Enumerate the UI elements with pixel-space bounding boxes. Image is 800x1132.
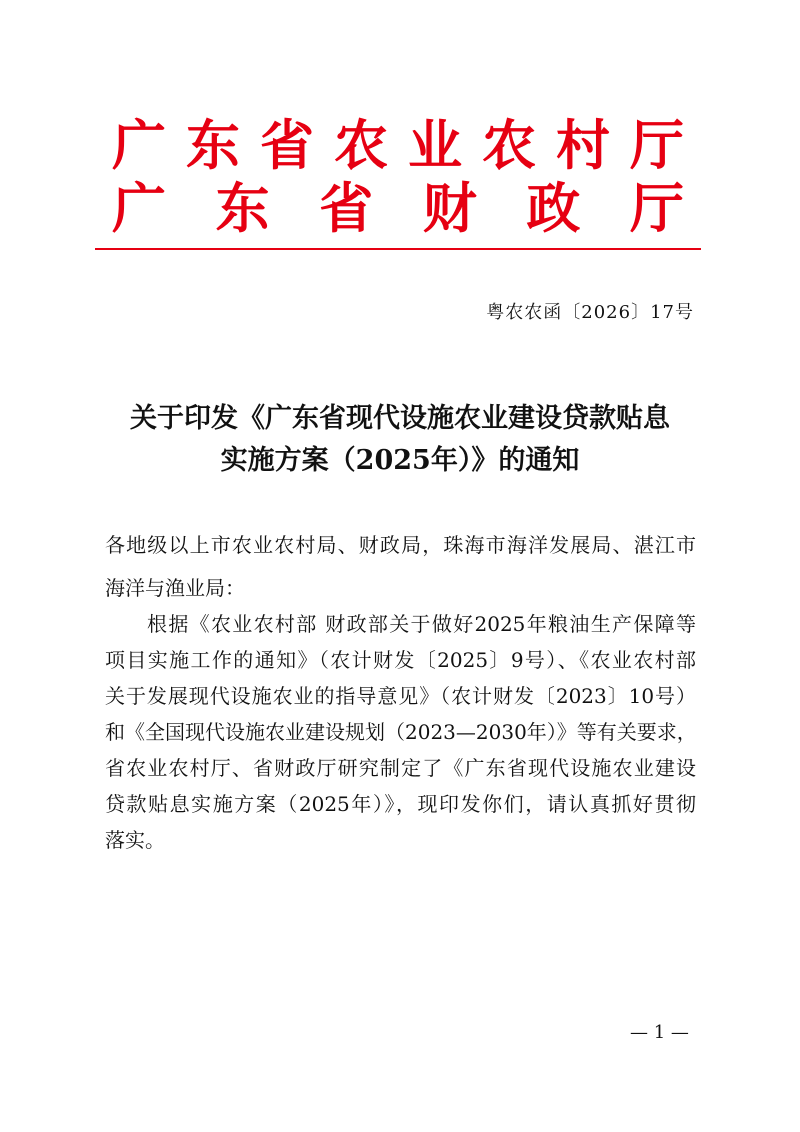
issuing-agency-finance: 广东省财政厅 [112, 176, 684, 240]
body-line: 和《全国现代设施农业建设规划（2023—2030年）》等有关要求， [105, 720, 697, 744]
addressee-line: 各地级以上市农业农村局、财政局，珠海市海洋发展局、湛江市 [105, 533, 696, 557]
document-title-line-2: 实施方案（2025年）》的通知 [220, 445, 580, 476]
addressee-line: 海洋与渔业局： [105, 576, 245, 600]
body-line: 落实。 [105, 828, 165, 852]
document-number: 粤农农函〔2026〕17号 [486, 302, 694, 323]
page-number: — 1 — [630, 1022, 689, 1043]
body-line: 根据《农业农村部 财政部关于做好2025年粮油生产保障等 [147, 612, 696, 636]
red-divider [95, 248, 701, 250]
body-line: 关于发展现代设施农业的指导意见》（农计财发〔2023〕10号） [105, 684, 696, 708]
body-line: 省农业农村厅、省财政厅研究制定了《广东省现代设施农业建设 [105, 756, 696, 780]
body-line: 贷款贴息实施方案（2025年）》，现印发你们，请认真抓好贯彻 [105, 792, 696, 816]
body-line: 项目实施工作的通知》（农计财发〔2025〕9号）、《农业农村部 [105, 648, 696, 672]
document-title-line-1: 关于印发《广东省现代设施农业建设贷款贴息 [130, 403, 670, 434]
issuing-agency-agriculture: 广东省农业农村厅 [112, 113, 684, 177]
